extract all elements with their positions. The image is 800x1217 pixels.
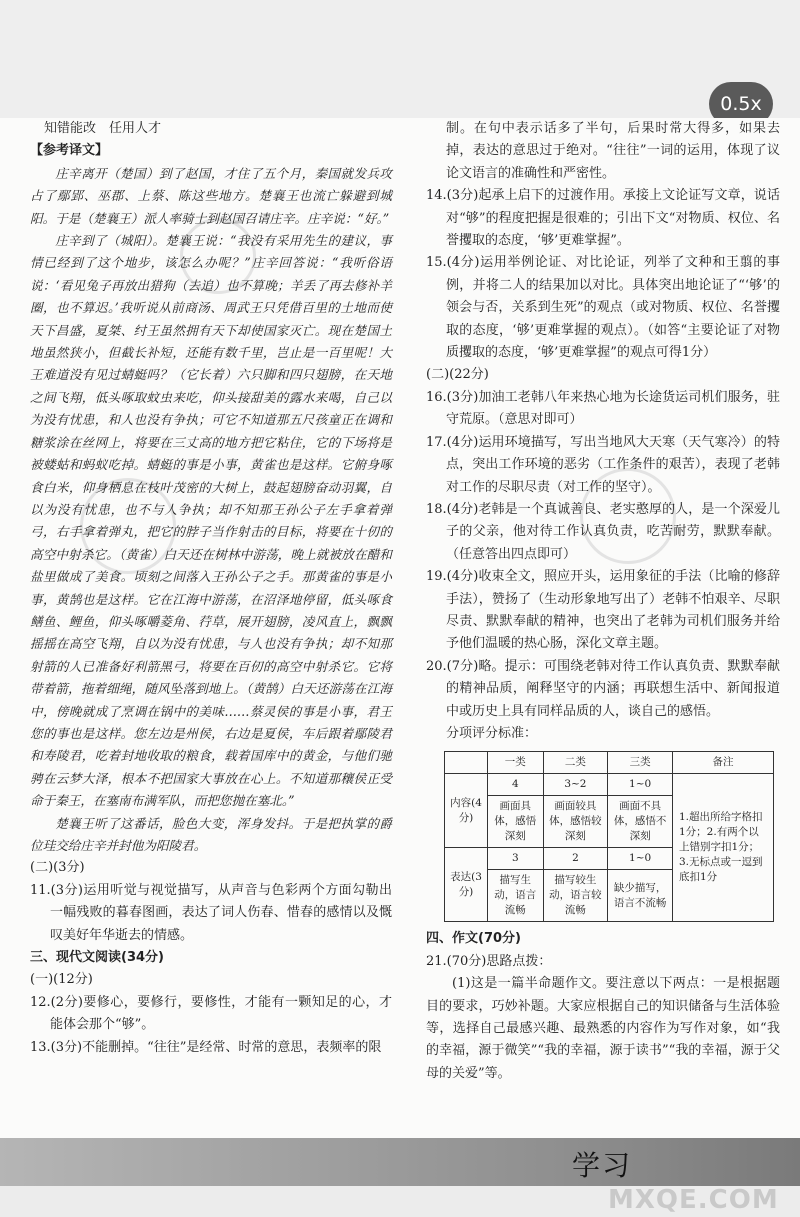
page-footer-band [0, 1138, 800, 1186]
table-header-cell [445, 752, 488, 774]
table-cell: 描写生动，语言流畅 [488, 870, 544, 922]
table-row [445, 774, 774, 796]
table-cell: 2 [543, 848, 608, 870]
row-label: 表达(3分) [445, 848, 488, 922]
table-cell: 1~0 [608, 774, 673, 796]
document-page [0, 118, 800, 1138]
table-cell: 画面具体，感悟深刻 [488, 796, 544, 848]
scoring-table-wrap [444, 751, 780, 922]
table-cell: 画面不具体，感悟不深刻 [608, 796, 673, 848]
section-heading: 四、作文(70分) [426, 931, 521, 947]
answer-item: 21.(70分)思路点拨： [426, 953, 552, 969]
table-title: 分项评分标准： [446, 725, 538, 741]
table-header-row [445, 752, 774, 774]
answer-item: 15.(4分)运用举例论证、对比论证，列举了文种和王翦的事例，并将二人的结果加以对比。具体突出地论证了“‘够’的领会与否，关系到生死”的观点（或对物质、权位、名誉攫取的态度，‘够’更难掌握的观点）。（如答“主要论证了对物质攫取的态度，‘够’更难掌握”的观点可得1分） [426, 255, 780, 361]
ref-translation-heading: 【参考译文】 [30, 143, 109, 159]
translation-paragraph: 庄辛到了（城阳）。楚襄王说：“我没有采用先生的建议，事情已经到了这个地步，该怎么办呢？”庄辛回答说：“我听俗语说：‘看见兔子再放出猎狗（去追）也不算晚；羊丢了再去修补羊圈，也不算迟。’我听说从前商汤、周武王只凭借百里的土地而使天下昌盛，夏桀、纣王虽然拥有天下却使国家灭亡。现在楚国土地虽然狭小，但截长补短，还能有数千里，岂止是一百里呢！大王难道没有见过蜻蜓吗？（它长着）六只脚和四只翅膀，在天地之间飞翔，低头啄取蚊虫来吃，仰头接甜美的露水来喝，自己以为没有忧患，和人也没有争执；可它不知道那五尺孩童正在调和糖浆涂在丝网上，将要在三丈高的地方把它粘住，它的下场将是被蝼蛄和蚂蚁吃掉。蜻蜓的事是小事，黄雀也是这样。它俯身啄食白米，仰身栖息在枝叶茂密的大树上，鼓起翅膀奋动羽翼，自以为没有忧患，也不与人争执；却不知那王孙公子左手拿着弹弓，右手拿着弹丸，把它的脖子当作射击的目标，将要在十仞的高空中射杀它。（黄雀）白天还在树林中游荡，晚上就被放在醋和盐里做成了美食。顷刻之间落入王孙公子之手。那黄雀的事是小事，黄鹄也是这样。它在江海中游荡，在沼泽地停留，低头啄食鳝鱼、鲤鱼，仰头啄嚼菱角、荇草，展开翅膀，凌风直上，飘飘摇摇在高空飞翔，自以为没有忧患，与人也没有争执；却不知那射箭的人已准备好利箭黑弓，将要在百仞的高空中射杀它。它将带着箭，拖着细绳，随风坠落到地上。（黄鹄）白天还游荡在江海中，傍晚就成了烹调在锅中的美味……蔡灵侯的事是小事，君王您的事也是这样。您左边是州侯，右边是夏侯，车后跟着鄢陵君和寿陵君，吃着封地收取的粮食，载着国库中的黄金，与他们驰骋在云梦大泽，根本不把国家大事放在心上。不知道那穰侯正受命于秦王，在塞南布满军队，而把您抛在塞北。” [30, 233, 392, 809]
translation-paragraph: 庄辛离开（楚国）到了赵国，才住了五个月，秦国就发兵攻占了鄢郢、巫郡、上蔡、陈这些地方。楚襄王也流亡躲避到城阳。于是（楚襄王）派人率骑士到赵国召请庄辛。庄辛说：“好。” [30, 165, 392, 226]
answer-item: 17.(4分)运用环境描写，写出当地风大天寒（天气寒冷）的特点，突出工作环境的恶劣（工作条件的艰苦），表现了老韩对工作的尽职尽责（对工作的坚守）。 [426, 434, 780, 495]
footer-label: 学习 [572, 1149, 633, 1182]
answer-item: 制。在句中表示话多了半句，后果时常大得多，如果去掉，表达的意思过于绝对。“往往”一词的运用，体现了议论文语言的准确性和严密性。 [446, 121, 780, 181]
zoom-level-badge[interactable]: 0.5x [709, 82, 773, 126]
right-column [426, 118, 780, 1085]
answer-paragraph: (1)这是一篇半命题作文。要注意以下两点：一是根据题目的要求，巧妙补题。大家应根据自己的知识储备与生活体验等，选择自己最感兴趣、最熟悉的内容作为写作对象，如“我的幸福，源于微笑”“我的幸福，源于读书”“我的幸福，源于父母的关爱”等。 [426, 976, 780, 1081]
subsection-label: (二)(3分) [30, 860, 85, 876]
viewer-toolbar [0, 0, 800, 118]
notes-cell: 1.超出所给字格扣1分；2.有两个以上错别字扣1分；3.无标点或一逗到底扣1分 [673, 774, 774, 922]
answer-item: 20.(7分)略。提示：可围绕老韩对待工作认真负责、默默奉献的精神品质，阐释坚守的内涵；再联想生活中、新闻报道中或历史上具有同样品质的人，谈自己的感悟。 [426, 658, 780, 719]
subsection-label: (二)(22分) [426, 367, 489, 383]
answer-item: 12.(2分)要修心，要修行，要修性，才能有一颗知足的心，才能体会那个“够”。 [30, 994, 392, 1033]
site-watermark: MXQE.COM [608, 1185, 779, 1215]
left-column [30, 118, 392, 1059]
table-cell: 4 [488, 774, 544, 796]
answer-item: 13.(3分)不能删掉。“往往”是经常、时常的意思，表频率的限 [30, 1039, 382, 1055]
section-title: 知错能改 任用人才 [44, 121, 162, 136]
answer-item: 14.(3分)起承上启下的过渡作用。承接上文论证写文章，说话对“够”的程度把握是很难的；引出下文“对物质、权位、名誉攫取的态度，‘够’更难掌握”。 [426, 188, 780, 249]
answer-item: 11.(3分)运用听觉与视觉描写，从声音与色彩两个方面勾勒出一幅残败的暮春图画，表达了词人伤春、惜春的感情以及慨叹美好年华逝去的情感。 [30, 882, 392, 943]
table-cell: 画面较具体，感悟较深刻 [543, 796, 608, 848]
answer-item: 16.(3分)加油工老韩八年来热心地为长途货运司机们服务，驻守荒原。（意思对即可） [426, 389, 780, 428]
table-cell: 描写较生动，语言较流畅 [543, 870, 608, 922]
subsection-label: (一)(12分) [30, 972, 93, 988]
scoring-table [444, 751, 774, 922]
table-cell: 缺少描写，语言不流畅 [608, 870, 673, 922]
table-cell: 1~0 [608, 848, 673, 870]
table-header-cell: 备注 [673, 752, 774, 774]
table-cell: 3 [488, 848, 544, 870]
table-cell: 3~2 [543, 774, 608, 796]
table-header-cell: 三类 [608, 752, 673, 774]
answer-item: 18.(4分)老韩是一个真诚善良、老实憨厚的人，是一个深爱儿子的父亲，他对待工作认真负责，吃苦耐劳，默默奉献。（任意答出四点即可） [426, 501, 780, 562]
section-heading: 三、现代文阅读(34分) [30, 950, 164, 966]
translation-paragraph: 楚襄王听了这番话，脸色大变，浑身发抖。于是把执掌的爵位珪交给庄辛并封他为阳陵君。 [30, 815, 392, 853]
table-header-cell: 二类 [543, 752, 608, 774]
table-header-cell: 一类 [488, 752, 544, 774]
answer-item: 19.(4分)收束全文，照应开头，运用象征的手法（比喻的修辞手法），赞扬了（生动形象地写出了）老韩不怕艰辛、尽职尽责、默默奉献的精神，也突出了老韩为司机们服务并给予他们温暖的热心肠，深化文章主题。 [426, 569, 780, 652]
row-label: 内容(4分) [445, 774, 488, 848]
